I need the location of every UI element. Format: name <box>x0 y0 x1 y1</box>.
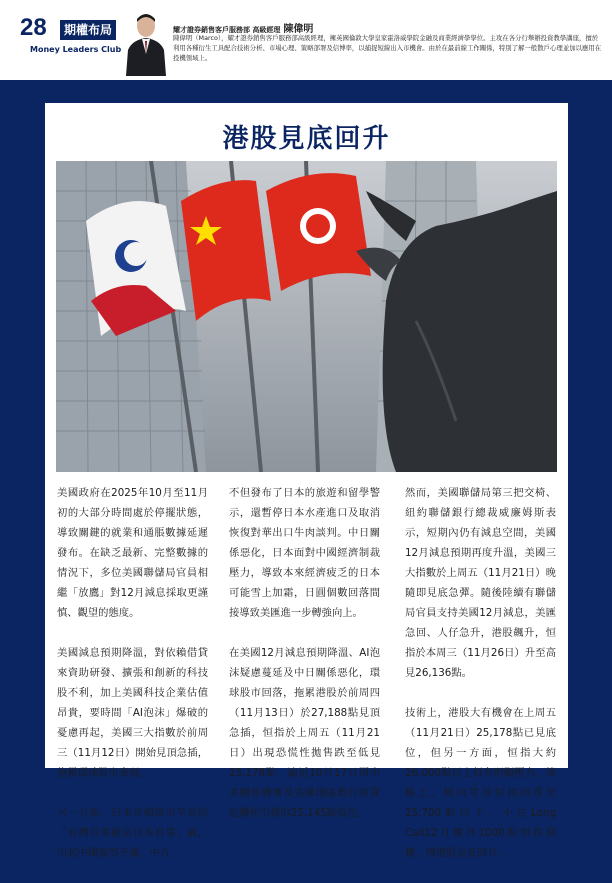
article-column-2 <box>229 483 380 843</box>
article-card <box>45 103 568 859</box>
author-portrait <box>124 10 168 76</box>
section-tag: 期權布局 <box>60 20 116 40</box>
author-position: 耀才證券銷售客戶服務部 高級經理 <box>173 26 281 34</box>
article-headline: 港股見底回升 <box>222 124 391 154</box>
article-column-1 <box>57 483 208 883</box>
author-name: 陳偉明 <box>283 24 314 35</box>
article-column-3 <box>405 483 556 883</box>
page-number: 28 <box>20 14 47 41</box>
paragraph: 美國減息預期降溫，對依賴借貸來資助研發、擴張和創新的科技股不利，加上美國科技企業估值昂貴，要時間「AI泡沫」爆破的憂慮再起，美國三大指數於前周三（11月12日）開始見頂急插，拖累環球股市表現。 <box>57 647 208 779</box>
paragraph: 在美國12月減息預期降溫、AI泡沫疑慮蔓延及中日關係惡化，環球股市回落，拖累港股於前周四（11月13日）於27,188點見頂急插，恒指於上周五（11月21日）出現恐慌性拋售跌至低見25,178點，遍近10月17日因中美關係轉壞及美國地區銀行信貸危機所引發的25,145點低位。 <box>229 647 380 819</box>
paragraph: 技術上，港股大有機會在上周五（11月21日）25,178點已見底位，但另一方面，恒指大約26,000點以上似有明顯壓力。策略上，傾向等待恒指回落至25,700點以下，小注Long Call12月價外1000點恒指期權，博港股見底回升。 <box>405 707 556 859</box>
paragraph: 另一方面，日本首相高市早苗的「台灣有事就是日本有事」論，引起中國強烈不滿，中方 <box>57 807 208 859</box>
paragraph: 然而，美國聯儲局第三把交椅、紐約聯儲銀行總裁威廉姆斯表示，短期內仍有減息空間，美國12月減息預期再度升溫，美國三大指數於上周五（11月21日）晚隨即見底急彈。隨後陸續有聯儲局官員支持美國12月減息，美匯急回、人仔急升，港股飆升，恒指於本周三（11月26日）升至高見26,136點。 <box>405 487 556 679</box>
article-photo <box>56 161 557 472</box>
author-bio: 陳偉明（Marco），耀才證券銷售客戶服務部高級經理，擁英國倫敦大學皇家霍洛威學院金融及商業經濟學學位。主攻在各分行舉辦投資教學講座，擅於利用各種衍生工具配合技術分析、市場心理、策略部署及信博率，以捕捉短線出入市機會。由於在最前線工作關係，特別了解一般散戶心理並加以應用在投機領域上。 <box>173 34 602 62</box>
paragraph: 不但發布了日本的旅遊和留學警示，還暫停日本水產進口及取消恢復對華出口牛肉談判。中日關係惡化，日本面對中國經濟制裁壓力，導致本來經濟疲乏的日本可能雪上加霜，日圓個數回落間接導致美匯進一步轉強向上。 <box>229 487 380 619</box>
paragraph: 美國政府在2025年10月至11月初的大部分時間處於停擺狀態，導致關鍵的就業和通脹數據延遲發布。在缺乏最新、完整數據的情況下，多位美國聯儲局官員相繼「放鷹」對12月減息採取更謹慎、觀望的態度。 <box>57 487 208 619</box>
club-name-en: Money Leaders Club <box>30 45 122 54</box>
page-header <box>0 0 612 80</box>
